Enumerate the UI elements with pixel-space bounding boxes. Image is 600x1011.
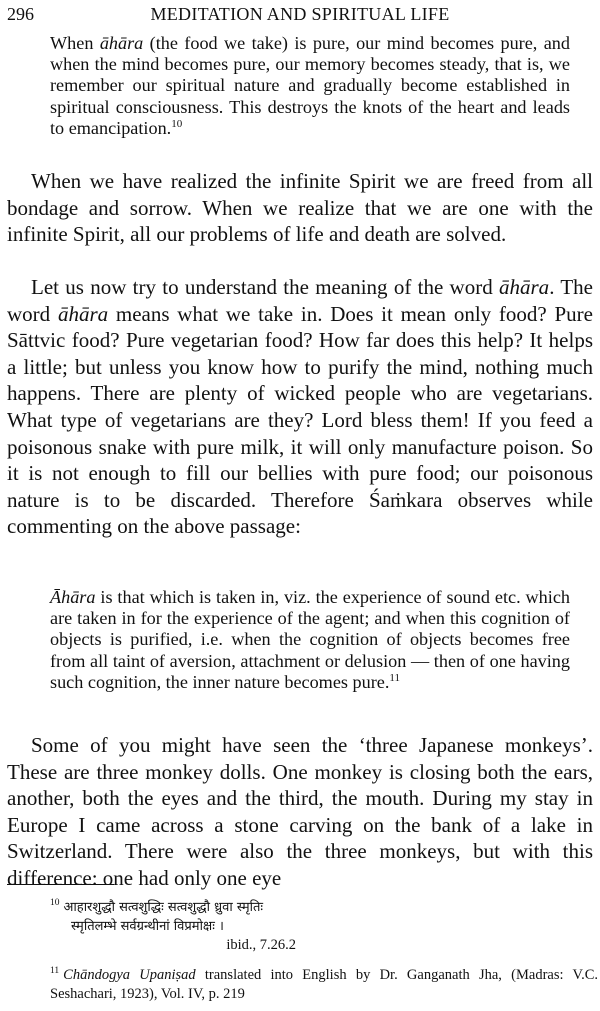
footnote-rule [7, 884, 114, 885]
sanskrit-line-2: स्मृतिलम्भे सर्वग्रन्थीनां विप्रमोक्षः । [71, 919, 224, 934]
page-number: 296 [7, 4, 34, 24]
quote-1-text: When āhāra (the food we take) is pure, our mind becomes pure, and when the mind becomes pure, our memory becomes steady, that is, we remember our spiritual nature and gradually become established in spiritual consciousness. This destroys the knots of the heart and leads to emancipation.$^{10}$ [50, 33, 570, 138]
block-quote-1 [50, 33, 570, 139]
footnote-11-title: Chāndogya Upaniṣad [63, 967, 196, 983]
paragraph-1: When we have realized the infinite Spirit we are freed from all bondage and sorrow. When we realize that we are one with the infinite Spirit, all our problems of life and death are solved. [7, 169, 593, 247]
quote-2-text: Āhāra is that which is taken in, viz. the experience of sound etc. which are taken in for the experience of the agent; and when this cognition of objects is purified, i.e. when the cognition of objects becomes free from all taint of aversion, attachment or delusion — then of one having such cognition, the inner nature becomes pure.$^{11}$ [50, 587, 570, 692]
footnote-number: 11 [50, 966, 60, 977]
footnote-ref-10: 10 [171, 117, 183, 130]
footnote-number: 10 [50, 898, 60, 909]
paragraph-2: Let us now try to understand the meaning of the word āhāra. The word āhāra means what we take in. Does it mean only food? Pure Sāttvic food? Pure vegetarian food? How far does this help? It helps a little; but unless you know how to purify the mind, nothing much happens. There are plenty of wicked people who are vegetarians. What type of vegetarians are they? Lord bless them! If you feed a poisonous snake with pure milk, it will only manufacture poison. So it is not enough to fill our bellies with pure food; our poisonous nature is to be discarded. Therefore Śaṁkara observes while commenting on the above passage: [7, 275, 593, 539]
footnote-ref-11: 11 [389, 671, 400, 684]
running-head: MEDITATION AND SPIRITUAL LIFE [150, 4, 450, 24]
footnote-10-reference: ibid., 7.26.2 [226, 937, 296, 953]
footnote-11-text: translated into English by Dr. Ganganath Jha, (Madras: V.C. Seshachari, 1923), Vol. IV, p. 219 [50, 967, 598, 1002]
paragraph-3: Some of you might have seen the ‘three Japanese monkeys’. These are three monkey dolls. One monkey is closing both the ears, another, both the eyes and the third, the mouth. During my stay in Europe I came across a stone carving on the bank of a lake in Switzerland. There were also the three monkeys, but with this difference: one had only one eye [7, 733, 593, 890]
footnote-11 [50, 966, 598, 1004]
sanskrit-line-1: आहारशुद्धौ सत्वशुद्धिः सत्वशुद्धौ ध्रुवा स्मृतिः [63, 900, 264, 915]
block-quote-2 [50, 587, 570, 693]
page-header [7, 2, 593, 28]
footnote-10 [50, 898, 598, 955]
